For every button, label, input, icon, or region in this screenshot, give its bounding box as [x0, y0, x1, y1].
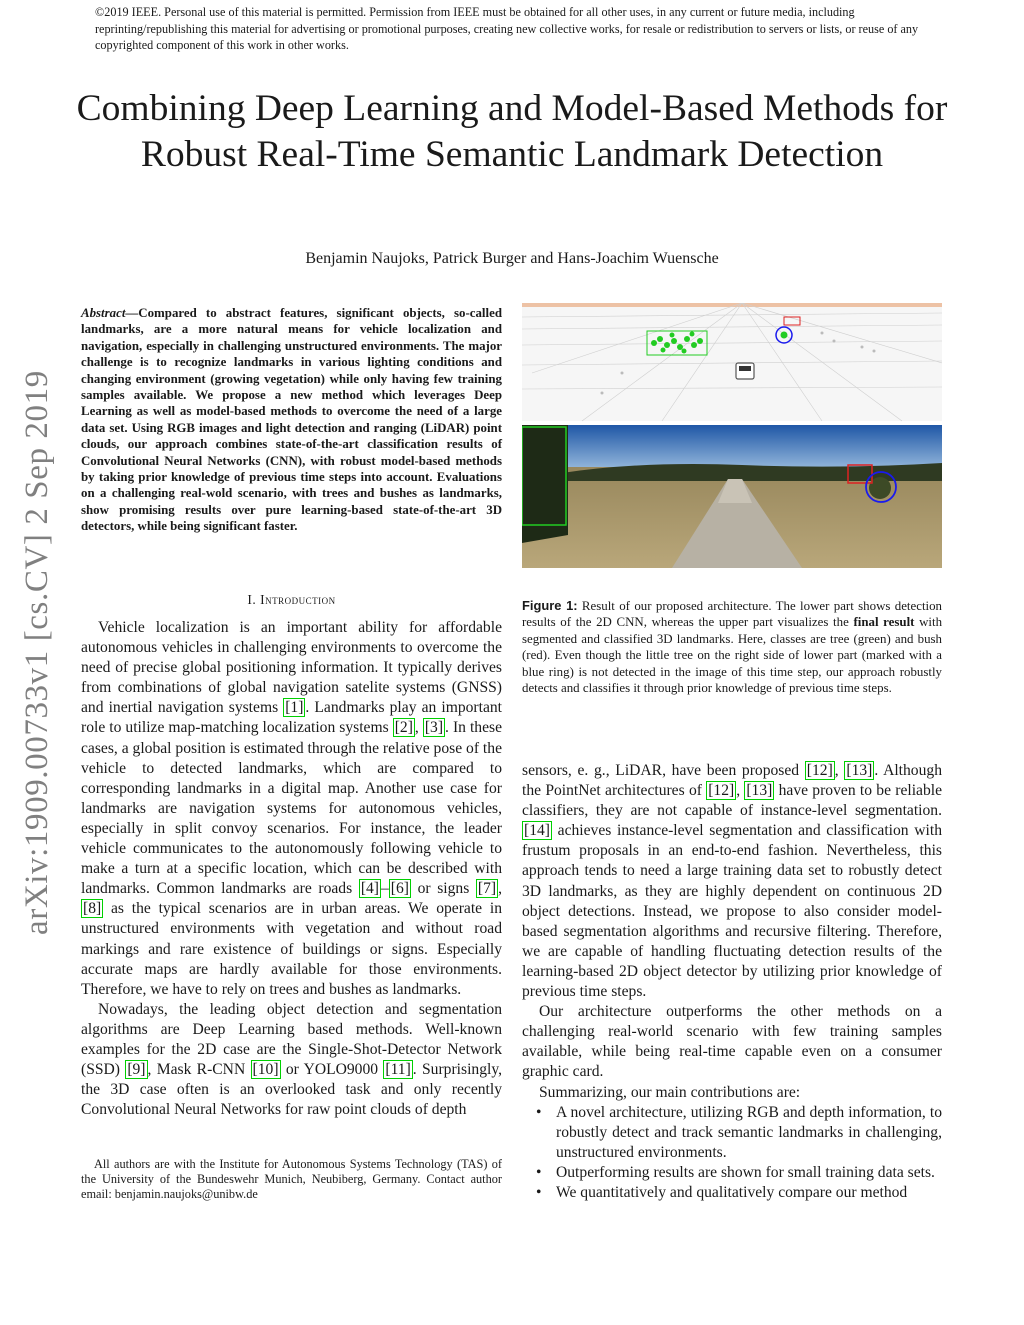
section-number: I.: [247, 592, 257, 607]
figure-label: Figure 1:: [522, 598, 578, 613]
intro-paragraph-2: Nowadays, the leading object detection and segmentation algorithms are Deep Learning based methods. Well-known examples for the 2D case are the Single-Shot-Detector Network (SSD) [9] , Mask R-CNN [10] or YOLO9000 [11] . Surprisingly, the 3D case often is an overlooked task and only recently Convolutional Neural Networks for raw point clouds of depth: [81, 1000, 503, 1119]
citation-link[interactable]: [3]: [424, 719, 444, 737]
citation-link[interactable]: [8]: [83, 900, 102, 918]
intro-paragraph-1: Vehicle localization is an important ability for affordable autonomous vehicles in challenging environments to overcome the need of precise global positioning information. It typically derives from combinations of global navigation satelite systems (GNSS) and inertial navigation systems [1] . Landmarks play an important role to utilize map-matching localization systems [2] , [3] . In these cases, a global position is estimated through the relative pose of the vehicle to detected landmarks, which are compared to corresponding landmarks in a digital map. Another use case for landmarks are navigation systems for autonomous vehicles, especially in split convoy scenarios. For instance, the leader vehicle communicates to the autonomously following vehicle to make a turn at a specific location, which can be described with landmarks. Common landmarks are roads [4] – [6] or signs [7] , [8] as the typical scenarios are in urban areas. We operate in unstructured environments with vegetation and without road markings and rare existence of buildings or signs. Especially accurate maps are hardly available for those environments. Therefore, we have to rely on trees and bushes as landmarks.: [81, 619, 503, 998]
figure-1-caption: Figure 1: Result of our proposed architecture. The lower part shows detection results of the 2D CNN, whereas the upper part visualizes the final result with segmented and classified 3D landmarks. Here, classes are tree (green) and bush (red). Even though the little tree on the right side of lower part (marked with a blue ring) is not detected in the image of this time step, our approach robustly detects and classifies it through prior knowledge of previous time steps.: [522, 598, 943, 696]
list-item: • We quantitatively and qualitatively compare our method: [522, 1183, 942, 1203]
citation-link[interactable]: [12]: [806, 762, 833, 779]
figure-1: [522, 303, 942, 568]
citation-link[interactable]: [10]: [252, 1061, 279, 1079]
copyright-notice: ©2019 IEEE. Personal use of this material is permitted. Permission from IEEE must be obtained for all other uses, in any current or future media, including reprinting/republishing this material for advertising or promotional purposes, creating new collective works, for resale or redistribution to servers or lists, or reuse of any copyrighted component of this work in other works.: [95, 5, 919, 52]
citation-link[interactable]: [1]: [285, 699, 304, 717]
bullet-icon: •: [536, 1183, 542, 1201]
abstract-lead: Abstract: [81, 306, 126, 320]
section-title: Introduction: [260, 592, 336, 607]
right-paragraph-3: Summarizing, our main contributions are:: [539, 1083, 801, 1101]
intro-left-column: [81, 618, 502, 1120]
camera-view: [522, 425, 942, 568]
citation-link[interactable]: [6]: [390, 880, 409, 898]
right-paragraph-1: sensors, e. g., LiDAR, have been proposed [12] , [13] . Although the PointNet architectures of [12] , [13] have proven to be reliable classifiers, they are not capable of instance-level segmentation. [14] achieves instance-level segmentation and classification with frustum proposals in an end-to-end fashion. Nevertheless, this approach tends to need a large training data set to robustly detect 3D landmarks, as they are highly dependent on continuous 2D object detections. Instead, we propose to also consider model-based segmentation algorithms and recursive filtering. Therefore, we are capable of handling fluctuating detection results of the learning-based 2D object detector by utilizing prior knowledge of previous time steps.: [522, 762, 943, 1001]
citation-link[interactable]: [13]: [846, 762, 873, 779]
list-item: • A novel architecture, utilizing RGB and depth information, to robustly detect and track semantic landmarks in challenging, unstructured environments.: [536, 1103, 942, 1161]
citation-link[interactable]: [14]: [524, 822, 550, 840]
citation-link[interactable]: [13]: [746, 782, 773, 800]
abstract: [81, 305, 502, 535]
contribution-list: [522, 1103, 942, 1203]
right-paragraph-2: Our architecture outperforms the other methods on a challenging real-world scenario with few training samples available, while being real-time capable even on a consumer graphic card.: [522, 1003, 942, 1081]
citation-link[interactable]: [12]: [708, 782, 735, 800]
author-list: Benjamin Naujoks, Patrick Burger and Hans-Joachim Wuensche: [305, 250, 719, 267]
bullet-icon: •: [536, 1103, 542, 1121]
citation-link[interactable]: [11]: [385, 1061, 411, 1079]
figure-1-image: [522, 303, 942, 568]
arxiv-identifier: arXiv:1909.00733v1 [cs.CV] 2 Sep 2019: [19, 370, 55, 935]
citation-link[interactable]: [7]: [477, 880, 497, 898]
paper-title: Combining Deep Learning and Model-Based Methods for Robust Real-Time Semantic Landmark Detection: [76, 88, 948, 175]
point-cloud-view: [522, 303, 942, 421]
citation-link[interactable]: [2]: [394, 719, 413, 737]
intro-right-column: [522, 761, 942, 1203]
list-item: • Outperforming results are shown for small training data sets.: [522, 1163, 942, 1183]
citation-link[interactable]: [4]: [360, 880, 379, 898]
bullet-icon: •: [536, 1163, 542, 1181]
citation-link[interactable]: [9]: [127, 1061, 146, 1079]
section-heading-introduction: [81, 592, 502, 608]
author-footnote: All authors are with the Institute for Autonomous Systems Technology (TAS) of the University of the Bundeswehr Munich, Neubiberg, Germany. Contact author email: benjamin.naujoks@unibw.de: [81, 1157, 502, 1202]
abstract-text: —Compared to abstract features, significant objects, so-called landmarks, are a more natural means for vehicle localization and navigation, especially in challenging unstructured environments. The major challenge is to recognize landmarks in various lighting conditions and changing environment (growing vegetation) while only having few training samples available. We propose a new method which leverages Deep Learning as well as model-based methods to overcome the need of a large data set. Using RGB images and light detection and ranging (LiDAR) point clouds, our approach combines state-of-the-art classification results of Convolutional Neural Networks (CNN), with robust model-based methods by taking prior knowledge of previous time steps into account. Evaluations on a challenging real-wold scenario, with trees and bushes as landmarks, show promising results over pure learning-based state-of-the-art 3D detectors, while being significant faster.: [81, 306, 502, 534]
